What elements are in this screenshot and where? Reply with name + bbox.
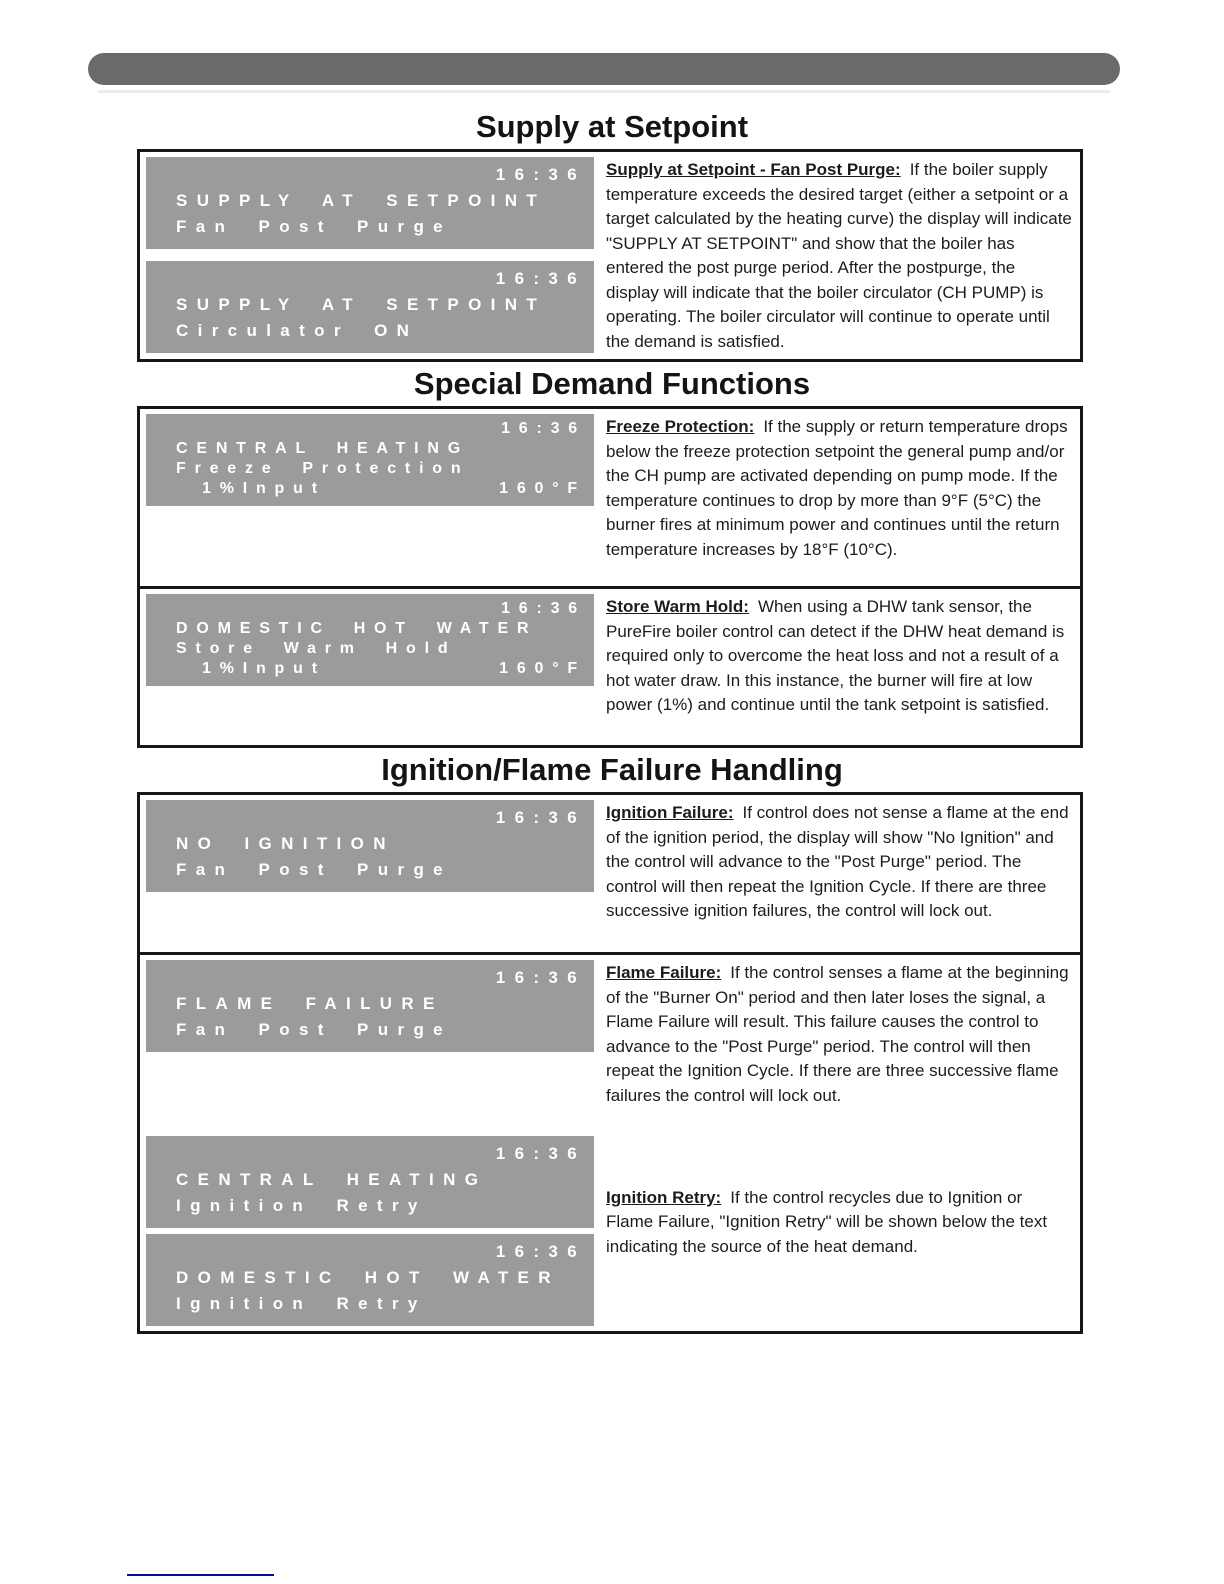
lcd-substatus-line: Fan Post Purge: [176, 217, 452, 236]
description-body: If the supply or return temperature drops below the freeze protection setpoint the general pump and/or the CH pump are activated depending on pump mode. If the temperature continues to drop by more than 9°F (5°C) the burner fires at minimum power and continues until the return temperature increases by 18°F (10°C).: [606, 417, 1068, 559]
description-freeze-protection: [594, 414, 1074, 581]
lcd-input-percent: 1%Input: [202, 660, 326, 677]
lcd-temperature: 160°F: [499, 660, 586, 677]
description-paragraph: [606, 961, 1072, 1108]
panel-row: [140, 409, 1080, 589]
lcd-status-line: DOMESTIC HOT WATER: [176, 620, 538, 637]
lcd-substatus-line: Ignition Retry: [176, 1196, 427, 1215]
description-lead: Ignition Retry:: [606, 1187, 722, 1207]
section-title-special-demand-functions: Special Demand Functions: [413, 366, 811, 401]
lcd-status-line: CENTRAL HEATING: [176, 440, 470, 457]
lcd-display-flame-failure: [146, 960, 594, 1052]
lcd-status-line: CENTRAL HEATING: [176, 1170, 488, 1189]
description-lead: Ignition Failure:: [606, 803, 734, 822]
panel-row: [140, 795, 1080, 955]
lcd-status-line: NO IGNITION: [176, 834, 395, 853]
lcd-substatus-line: Fan Post Purge: [176, 860, 452, 879]
description-lead: Supply at Setpoint - Fan Post Purge:: [606, 160, 901, 179]
section-title-supply-at-setpoint: Supply at Setpoint: [475, 109, 749, 144]
lcd-status-line: SUPPLY AT SETPOINT: [176, 191, 547, 210]
lcd-column: [146, 1136, 594, 1326]
description-lead: Store Warm Hold:: [606, 597, 749, 616]
panel-supply-at-setpoint: [137, 149, 1083, 362]
lcd-status-line: SUPPLY AT SETPOINT: [176, 295, 547, 314]
lcd-column: [146, 800, 594, 947]
description-body: If the control recycles due to Ignition or Flame Failure, "Ignition Retry" will be shown below the text indicating the source of the heat demand.: [606, 1187, 1048, 1256]
description-paragraph: [606, 158, 1072, 354]
lcd-status-line: FLAME FAILURE: [176, 994, 444, 1013]
lcd-time: 16:36: [495, 269, 586, 288]
lcd-column: [146, 157, 594, 354]
description-ignition-retry: [594, 1185, 1074, 1278]
panel-row: [140, 1131, 1080, 1331]
description-lead: Freeze Protection:: [606, 417, 755, 436]
description-body: If control does not sense a flame at the end of the ignition period, the display will show "No Ignition" and the control will advance to the "Post Purge" period. The control will then repeat the Ignition Cycle. If there are three successive ignition failures, the control will lock out.: [606, 803, 1069, 920]
panel-special-demand-functions: [137, 406, 1083, 748]
lcd-column: [146, 594, 594, 740]
description-body: When using a DHW tank sensor, the PureFire boiler control can detect if the DHW heat demand is required only to overcome the heat loss and not a result of a hot water draw. In this instance, the burner will fire at low power (1%) and continue until the tank setpoint is satisfied.: [606, 597, 1065, 714]
header-bar-shadow: [98, 90, 1110, 93]
lcd-time: 16:36: [501, 600, 586, 617]
lcd-time: 16:36: [501, 420, 586, 437]
lcd-time: 16:36: [495, 808, 586, 827]
lcd-display-freeze-protection: [146, 414, 594, 506]
lcd-display-supply-circulator-on: [146, 261, 594, 353]
description-paragraph: [606, 1186, 1072, 1260]
lcd-column: [146, 414, 594, 581]
description-paragraph: [606, 801, 1072, 924]
panel-ignition-flame-failure: [137, 792, 1083, 1334]
lcd-input-percent: 1%Input: [202, 480, 326, 497]
panel-row: [140, 589, 1080, 745]
description-lead: Flame Failure:: [606, 963, 722, 982]
description-paragraph: [606, 415, 1072, 562]
lcd-display-no-ignition: [146, 800, 594, 892]
lcd-display-store-warm-hold: [146, 594, 594, 686]
panel-row: [140, 955, 1080, 1131]
lcd-display-supply-fan-post-purge: [146, 157, 594, 249]
description-body: If the boiler supply temperature exceeds the desired target (either a setpoint or a target calculated by the heating curve) the display will indicate "SUPPLY AT SETPOINT" and show that the boiler has entered the post purge period. After the postpurge, the display will indicate that the boiler circulator (CH PUMP) is operating. The boiler circulator will continue to operate until the demand is satisfied.: [606, 160, 1072, 351]
lcd-time: 16:36: [495, 165, 586, 184]
section-title-ignition-flame-failure: Ignition/Flame Failure Handling: [381, 752, 843, 787]
lcd-readings-line: [176, 659, 586, 679]
description-paragraph: [606, 595, 1072, 718]
lcd-column: [146, 960, 594, 1126]
lcd-time: 16:36: [495, 1144, 586, 1163]
lcd-substatus-line: Freeze Protection: [176, 460, 470, 477]
lcd-substatus-line: Fan Post Purge: [176, 1020, 452, 1039]
lcd-time: 16:36: [495, 1242, 586, 1261]
description-flame-failure: [594, 960, 1074, 1126]
footer-rule: [127, 1574, 274, 1576]
lcd-readings-line: [176, 479, 586, 499]
lcd-display-central-heating-ignition-retry: [146, 1136, 594, 1228]
lcd-temperature: 160°F: [499, 480, 586, 497]
description-store-warm-hold: [594, 594, 1074, 740]
description-ignition-failure: [594, 800, 1074, 947]
lcd-substatus-line: Store Warm Hold: [176, 640, 457, 657]
lcd-substatus-line: Ignition Retry: [176, 1294, 427, 1313]
panel-row: [140, 152, 1080, 359]
lcd-status-line: DOMESTIC HOT WATER: [176, 1268, 560, 1287]
header-bar: [88, 53, 1120, 85]
description-body: If the control senses a flame at the beginning of the "Burner On" period and then later loses the signal, a Flame Failure will result. This failure causes the control to advance to the "Post Purge" period. The control will then repeat the Ignition Cycle. If there are three successive flame failures the control will lock out.: [606, 963, 1069, 1105]
lcd-display-dhw-ignition-retry: [146, 1234, 594, 1326]
description-supply-at-setpoint: [594, 157, 1074, 354]
lcd-time: 16:36: [495, 968, 586, 987]
lcd-substatus-line: Circulator ON: [176, 321, 419, 340]
